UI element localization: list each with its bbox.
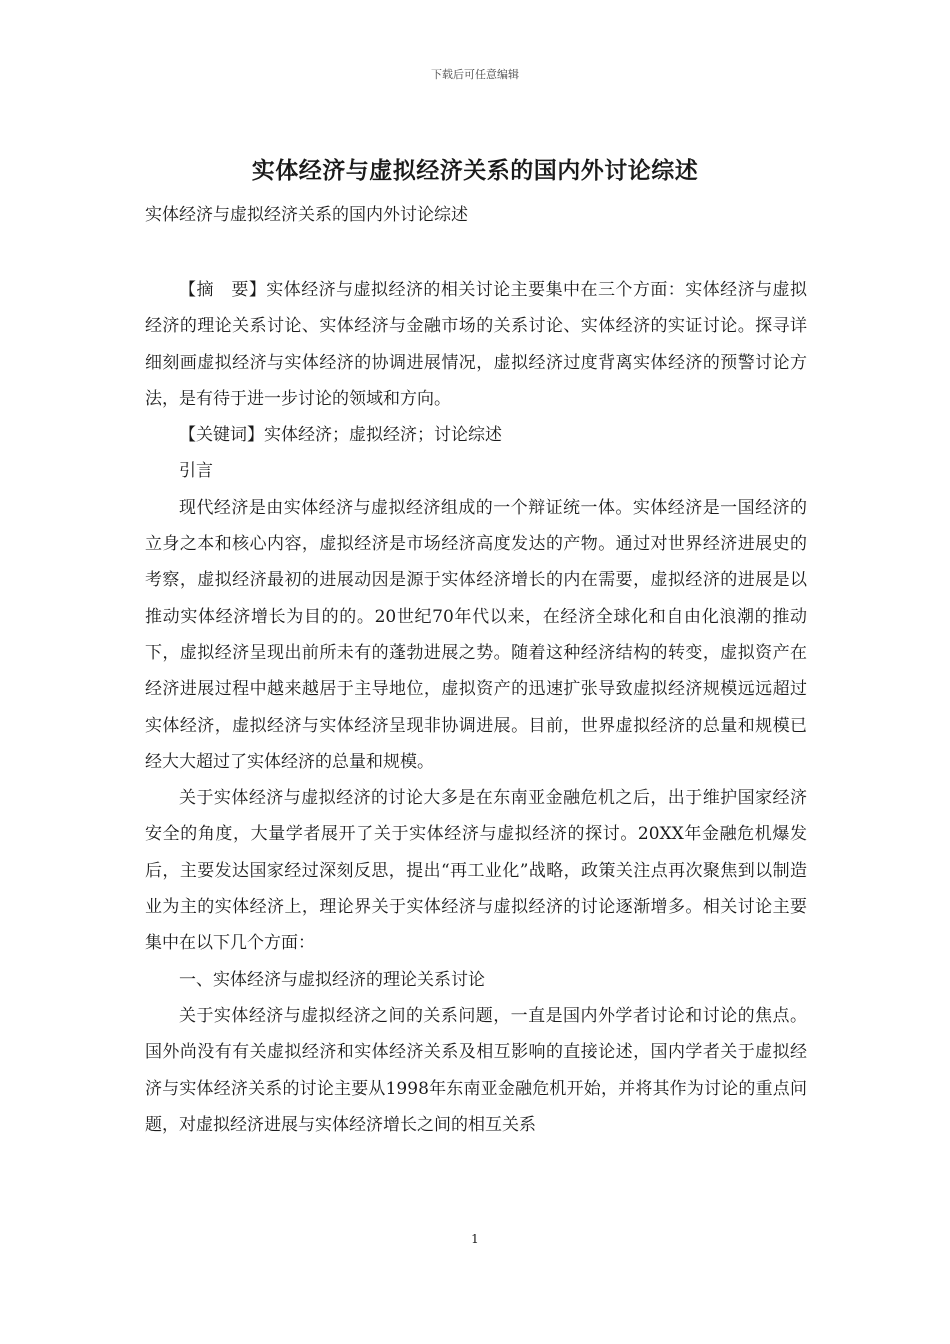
header-note: 下载后可任意编辑 [431, 68, 519, 81]
abstract-paragraph: 【摘 要】实体经济与虚拟经济的相关讨论主要集中在三个方面：实体经济与虚拟经济的理论关系讨论、实体经济与金融市场的关系讨论、实体经济的实证讨论。探寻详细刻画虚拟经济与实体经济的协调进展情况，虚拟经济过度背离实体经济的预警讨论方法，是有待于进一步讨论的领域和方向。 [145, 280, 807, 409]
document-subtitle: 实体经济与虚拟经济关系的国内外讨论综述 [145, 205, 468, 225]
page-number: 1 [471, 1232, 479, 1246]
keywords-paragraph: 【关键词】实体经济；虚拟经济；讨论综述 [179, 425, 502, 446]
body-paragraph: 关于实体经济与虚拟经济的讨论大多是在东南亚金融危机之后，出于维护国家经济安全的角度，大量学者展开了关于实体经济与虚拟经济的探讨。20XX年金融危机爆发后，主要发达国家经过深刻反思，提出“再工业化”战略，政策关注点再次聚焦到以制造业为主的实体经济上，理论界关于实体经济与虚拟经济的讨论逐渐增多。相关讨论主要集中在以下几个方面： [145, 788, 807, 954]
document-title: 实体经济与虚拟经济关系的国内外讨论综述 [251, 157, 699, 184]
section-heading: 一、实体经济与虚拟经济的理论关系讨论 [179, 969, 485, 990]
section-heading-intro: 引言 [179, 461, 213, 482]
body-text [145, 272, 807, 1143]
body-paragraph: 关于实体经济与虚拟经济之间的关系问题，一直是国内外学者讨论和讨论的焦点。国外尚没有有关虚拟经济和实体经济关系及相互影响的直接论述，国内学者关于虚拟经济与实体经济关系的讨论主要从1998年东南亚金融危机开始，并将其作为讨论的重点问题，对虚拟经济进展与实体经济增长之间的相互关系 [145, 1005, 807, 1135]
body-paragraph: 现代经济是由实体经济与虚拟经济组成的一个辩证统一体。实体经济是一国经济的立身之本和核心内容，虚拟经济是市场经济高度发达的产物。通过对世界经济进展史的考察，虚拟经济最初的进展动因是源于实体经济增长的内在需要，虚拟经济的进展是以推动实体经济增长为目的的。20世纪70年代以来，在经济全球化和自由化浪潮的推动下，虚拟经济呈现出前所未有的蓬勃进展之势。随着这种经济结构的转变，虚拟资产在经济进展过程中越来越居于主导地位，虚拟资产的迅速扩张导致虚拟经济规模远远超过实体经济，虚拟经济与实体经济呈现非协调进展。目前，世界虚拟经济的总量和规模已经大大超过了实体经济的总量和规模。 [145, 497, 807, 772]
